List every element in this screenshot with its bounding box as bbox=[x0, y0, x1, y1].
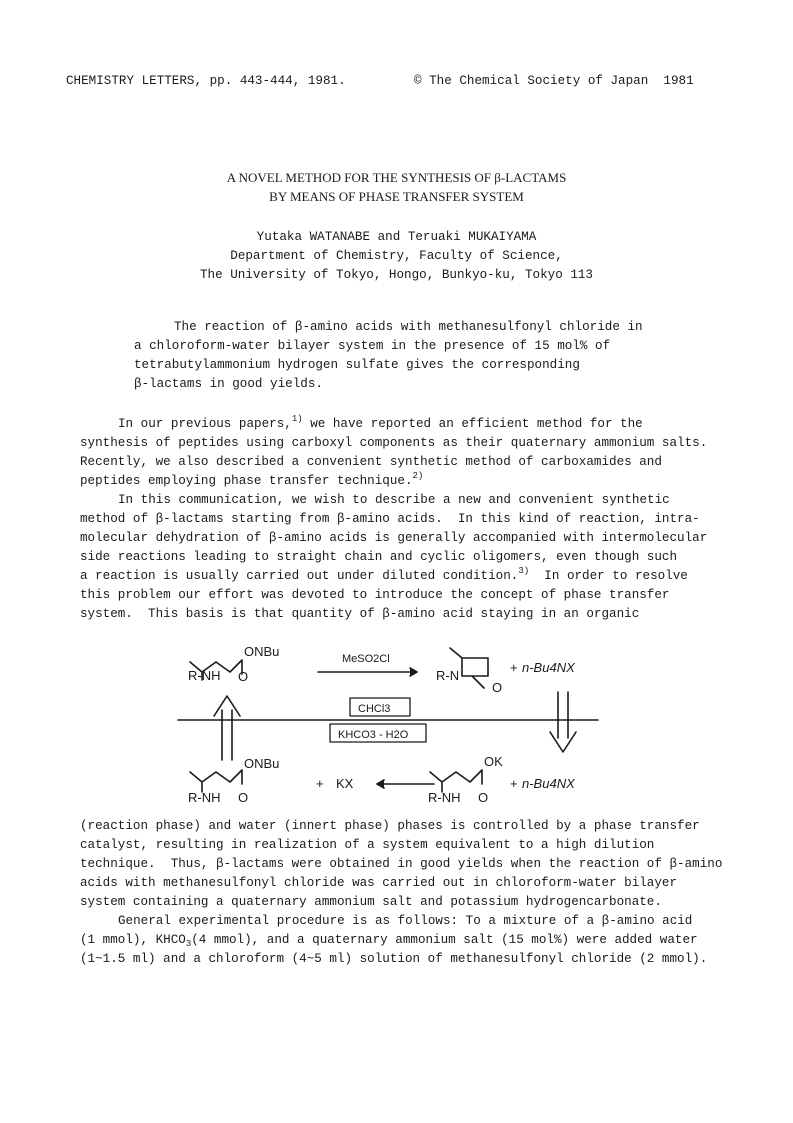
up-double-arrow bbox=[214, 696, 240, 760]
body-after-line-7: (1 mmol), $KHCO_3(4$ mmol), and a quaternary ammonium salt (15 mol%) were added water bbox=[80, 933, 698, 949]
ref-marker-3: 3) bbox=[518, 566, 530, 576]
lactam-o-label: O bbox=[492, 680, 503, 695]
body-paragraph-1-line-3: Recently, we also described a convenient synthetic method of carboxamides and bbox=[80, 455, 662, 469]
bottom-right-amine-label: R-NH bbox=[428, 790, 461, 805]
body-after-line-4: acids with methanesulfonyl chloride was carried out in chloroform-water bilayer bbox=[80, 876, 678, 890]
bottom-right-molecule-bonds bbox=[430, 770, 482, 792]
bottom-carbonyl-o: O bbox=[238, 790, 249, 805]
start-carbonyl-o: O bbox=[238, 669, 249, 684]
salt-top-label: n-Bu4NX bbox=[522, 660, 575, 675]
paper-title-line-2: BY MEANS OF PHASE TRANSFER SYSTEM bbox=[269, 189, 524, 204]
bottom-right-carbonyl-o: O bbox=[478, 790, 489, 805]
body-paragraph-2-line-6: this problem our effort was devoted to introduce the concept of phase transfer bbox=[80, 588, 670, 602]
journal-citation: CHEMISTRY LETTERS, pp. 443-444, 1981. bbox=[66, 74, 346, 88]
ref-marker-2: 2) bbox=[412, 471, 424, 481]
body-paragraph-2-line-1: In this communication, we wish to describe a new and convenient synthetic bbox=[118, 493, 670, 507]
body-after-line-3: technique. Thus, β-lactams were obtained in good yields when the reaction of β-amino bbox=[80, 857, 723, 871]
abstract-line-1: The reaction of β-amino acids with methanesulfonyl chloride in bbox=[174, 320, 643, 334]
affiliation-line-2: The University of Tokyo, Hongo, Bunkyo-ku, Tokyo 113 bbox=[200, 268, 593, 282]
potassium-salt-label: OK bbox=[484, 754, 503, 769]
down-double-arrow bbox=[550, 692, 576, 752]
body-after-line-1: (reaction phase) and water (innert phase) phases is controlled by a phase transfer bbox=[80, 819, 700, 833]
phase-transfer-reaction-scheme bbox=[170, 636, 610, 811]
affiliation-line-1: Department of Chemistry, Faculty of Science, bbox=[230, 249, 563, 263]
abstract-line-4: β-lactams in good yields. bbox=[134, 377, 323, 391]
reagent-label: MeSO2Cl bbox=[342, 653, 390, 665]
ref-marker-1: 1) bbox=[291, 414, 303, 424]
authors: Yutaka WATANABE and Teruaki MUKAIYAMA bbox=[256, 230, 537, 244]
body-paragraph-2-line-3: molecular dehydration of β-amino acids is generally accompanied with intermolecular bbox=[80, 531, 708, 545]
body-paragraph-1-line-4: peptides employing phase transfer technique.$^{2)}$ bbox=[80, 471, 424, 488]
body-paragraph-2-line-4: side reactions leading to straight chain and cyclic oligomers, even though such bbox=[80, 550, 678, 564]
start-anion-label: ONBu bbox=[244, 644, 280, 659]
abstract-line-2: a chloroform-water bilayer system in the presence of 15 mol% of bbox=[134, 339, 611, 353]
copyright-notice: © The Chemical Society of Japan 1981 bbox=[414, 74, 694, 88]
body-paragraph-2-line-5: a reaction is usually carried out under diluted condition.$^{3)}$ In order to resolve bbox=[80, 566, 688, 583]
kx-label: KX bbox=[336, 776, 354, 791]
paper-title-line-1: A NOVEL METHOD FOR THE SYNTHESIS OF β-LACTAMS bbox=[226, 170, 567, 185]
plus-sign-top: + bbox=[510, 660, 518, 675]
plus-sign-bottom-right: + bbox=[510, 776, 518, 791]
body-paragraph-2-line-7: system. This basis is that quantity of β-amino acid staying in an organic bbox=[80, 607, 640, 621]
body-after-line-5: system containing a quaternary ammonium salt and potassium hydrogencarbonate. bbox=[80, 895, 662, 909]
body-after-line-8: (1~1.5 ml) and a chloroform (4~5 ml) solution of methanesulfonyl chloride (2 mmol). bbox=[80, 952, 708, 966]
body-paragraph-1-line-2: synthesis of peptides using carboxyl components as their quaternary ammonium salts. bbox=[80, 436, 708, 450]
abstract-line-3: tetrabutylammonium hydrogen sulfate gives the corresponding bbox=[134, 358, 580, 372]
bottom-anion-label: ONBu bbox=[244, 756, 280, 771]
lactam-n-label: R-N bbox=[436, 668, 460, 683]
body-after-line-6: General experimental procedure is as follows: To a mixture of a β-amino acid bbox=[118, 914, 693, 928]
plus-sign-bottom-left: + bbox=[316, 776, 324, 791]
salt-bottom-label: n-Bu4NX bbox=[522, 776, 575, 791]
start-amine-label: R-NH bbox=[188, 668, 221, 683]
body-after-line-2: catalyst, resulting in realization of a system equivalent to a high dilution bbox=[80, 838, 655, 852]
aqueous-phase-label: KHCO3 - H2O bbox=[338, 729, 409, 741]
body-paragraph-2-line-2: method of β-lactams starting from β-amino acids. In this kind of reaction, intra- bbox=[80, 512, 700, 526]
body-paragraph-1-line-1: In our previous papers,$^{1)}$ we have reported an efficient method for the bbox=[118, 414, 643, 431]
bottom-left-molecule-bonds bbox=[190, 770, 242, 792]
organic-phase-label: CHCl3 bbox=[358, 703, 391, 715]
bottom-amine-label: R-NH bbox=[188, 790, 221, 805]
